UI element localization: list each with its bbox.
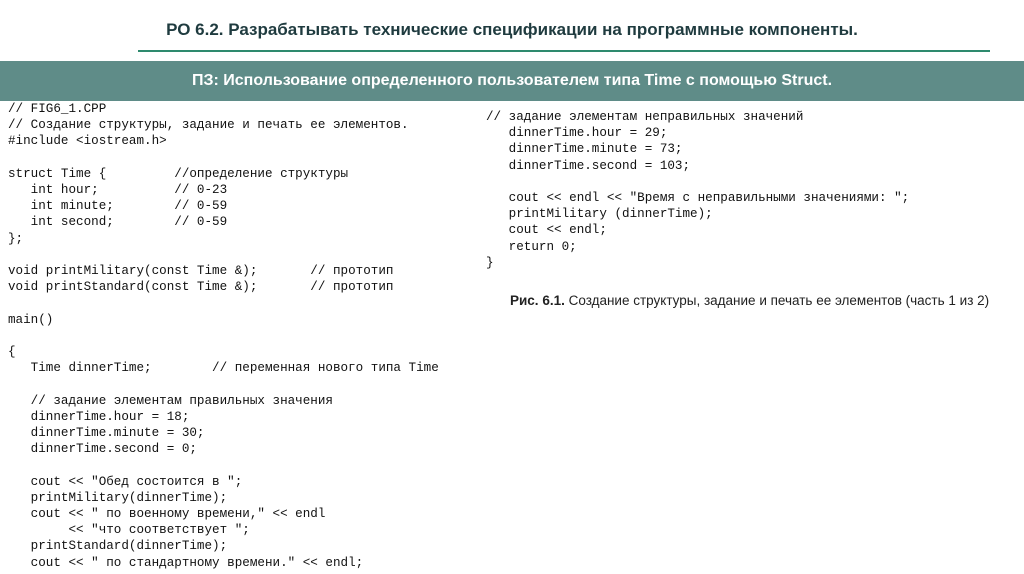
code-line: return 0; (486, 239, 577, 254)
code-listing-right (486, 109, 1016, 271)
code-listing-left (8, 101, 494, 571)
code-line: }; (8, 231, 24, 246)
code-line: cout << endl << "Время с неправильными значениями: "; (486, 191, 910, 206)
figure-caption-label: Рис. 6.1. (510, 293, 565, 308)
code-line: void printMilitary(const Time &); // прототип (8, 264, 394, 279)
code-line: // Создание структуры, задание и печать ее элементов. (8, 118, 409, 133)
code-line: cout << " по стандартному времени." << endl; (8, 555, 364, 570)
code-line: { (8, 345, 16, 360)
code-line: int second; // 0-59 (8, 215, 228, 230)
code-line: cout << endl; (486, 223, 607, 238)
section-banner: ПЗ: Использование определенного пользователем типа Time с помощью Struct. (0, 61, 1024, 101)
code-line: << "что соответствует "; (8, 523, 250, 538)
code-line: cout << "Обед состоится в "; (8, 474, 243, 489)
code-line: Time dinnerTime; // переменная нового типа Time (8, 361, 439, 376)
code-line: int hour; // 0-23 (8, 183, 228, 198)
code-line: dinnerTime.hour = 29; (486, 126, 668, 141)
figure-caption-text: Создание структуры, задание и печать ее элементов (часть 1 из 2) (564, 293, 990, 308)
page-title: РО 6.2. Разрабатывать технические спецификации на программные компоненты. (166, 20, 858, 39)
code-line: dinnerTime.minute = 73; (486, 142, 683, 157)
code-line: #include <iostream.h> (8, 134, 167, 149)
code-line: dinnerTime.second = 0; (8, 442, 197, 457)
code-line: } (486, 255, 494, 270)
title-divider (138, 50, 990, 52)
code-line: int minute; // 0-59 (8, 199, 228, 214)
code-line: // FIG6_1.CPP (8, 102, 107, 116)
code-line: dinnerTime.second = 103; (486, 158, 691, 173)
code-line: printMilitary (dinnerTime); (486, 207, 713, 222)
code-line: dinnerTime.hour = 18; (8, 409, 190, 424)
code-line: printStandard(dinnerTime); (8, 539, 228, 554)
code-line: main() (8, 312, 54, 327)
code-line: void printStandard(const Time &); // прототип (8, 280, 394, 295)
code-line: printMilitary(dinnerTime); (8, 490, 228, 505)
code-line: cout << " по военному времени," << endl (8, 507, 326, 522)
code-line: struct Time { //определение структуры (8, 166, 349, 181)
code-line: // задание элементам неправильных значений (486, 110, 804, 124)
code-line: dinnerTime.minute = 30; (8, 426, 205, 441)
figure-caption (510, 293, 989, 308)
code-line: // задание элементам правильных значения (8, 393, 333, 408)
